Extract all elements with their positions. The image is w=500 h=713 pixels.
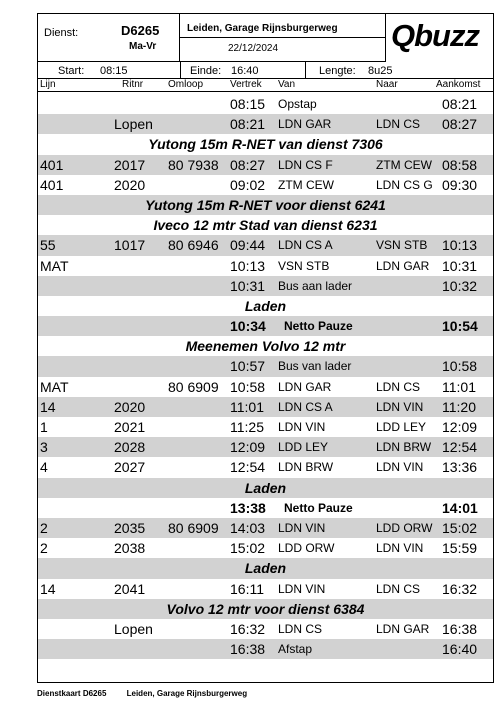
column-header (38, 79, 493, 92)
trip-table (38, 94, 493, 659)
cell-vertrek: 16:32 (230, 620, 266, 637)
cell-naar: LDD LEY (376, 420, 427, 434)
cell-naar: LDN CS (376, 117, 421, 132)
cell-naar: ZTM CEW (376, 157, 432, 172)
trip-row (38, 175, 493, 195)
trip-row (38, 256, 493, 276)
cell-aankomst: 16:32 (442, 580, 478, 597)
trip-row (38, 155, 493, 175)
cell-vertrek: 16:38 (230, 641, 266, 658)
section-title-text: Volvo 12 mtr voor dienst 6384 (166, 600, 365, 617)
cell-aankomst: 09:30 (442, 176, 478, 193)
cell-aankomst: 10:31 (442, 257, 478, 274)
trip-row (38, 94, 493, 114)
cell-lijn: 401 (40, 176, 64, 193)
trip-row (38, 619, 493, 639)
cell-ritnr: 2021 (114, 419, 146, 435)
section-title-text: Iveco 12 mtr Stad van dienst 6231 (153, 217, 378, 234)
cell-van: LDN CS A (278, 238, 333, 253)
cell-vertrek: 11:25 (230, 419, 264, 435)
col-vertrek: Vertrek (230, 79, 262, 90)
cell-ritnr: 2028 (114, 439, 146, 456)
cell-van: LDN CS (278, 621, 323, 636)
qbuzz-logo: Qbuzz (391, 18, 479, 53)
trip-row (38, 437, 493, 457)
start-label: Start: (58, 65, 85, 77)
cell-naar: LDN CS G (376, 177, 433, 192)
cell-vertrek: 10:58 (230, 378, 266, 395)
cell-ritnr: Lopen (114, 620, 153, 637)
start-time: 08:15 (100, 65, 128, 77)
cell-van: LDN CS F (278, 157, 333, 172)
cell-van: Afstap (278, 642, 313, 657)
cell-van: Bus aan lader (278, 278, 353, 293)
cell-ritnr: Lopen (114, 116, 153, 133)
service-label: Dienst: (44, 27, 79, 39)
cell-van: LDN GAR (278, 379, 332, 394)
service-card (37, 13, 494, 683)
cell-vertrek: 09:02 (230, 176, 266, 193)
cell-lijn: 1 (40, 419, 48, 435)
cell-omloop: 80 6946 (168, 237, 219, 254)
cell-lijn: MAT (40, 378, 69, 395)
length-value: 8u25 (368, 65, 393, 77)
cell-aankomst: 11:01 (442, 378, 476, 395)
section-title (38, 296, 493, 316)
section-title (38, 558, 493, 578)
cell-vertrek: 08:21 (230, 116, 266, 133)
trip-row (38, 457, 493, 477)
cell-ritnr: 2035 (114, 519, 146, 536)
cell-aankomst: 16:40 (442, 641, 478, 658)
trip-row (38, 518, 493, 538)
length-label: Lengte: (319, 65, 356, 77)
cell-naar: LDN CS (376, 581, 421, 596)
cell-aankomst: 11:20 (442, 398, 476, 415)
section-title-text: Laden (244, 560, 287, 577)
cell-lijn: 401 (40, 156, 64, 173)
cell-naar: LDN GAR (376, 258, 430, 273)
cell-aankomst: 08:58 (442, 156, 478, 173)
divider (180, 62, 181, 78)
cell-vertrek: 15:02 (230, 540, 266, 557)
cell-van: LDN VIN (278, 420, 326, 434)
end-label: Einde: (190, 65, 222, 77)
cell-van: LDD ORW (278, 541, 335, 556)
trip-row (38, 114, 493, 134)
pause-label: Netto Pauze (284, 500, 353, 515)
cell-naar: LDN VIN (376, 460, 424, 475)
cell-van: Opstap (278, 97, 317, 111)
cell-van: LDN VIN (278, 520, 326, 535)
end-time: 16:40 (231, 65, 259, 77)
cell-lijn: 14 (40, 580, 56, 597)
cell-ritnr: 2038 (114, 540, 146, 557)
pause-row (38, 316, 493, 336)
cell-vertrek: 11:01 (230, 398, 264, 415)
cell-naar: LDN GAR (376, 621, 430, 636)
card-footer (37, 689, 265, 698)
cell-ritnr: 1017 (114, 237, 146, 254)
section-title (38, 478, 493, 498)
cell-lijn: 14 (40, 398, 56, 415)
cell-vertrek: 10:13 (230, 257, 266, 274)
cell-aankomst: 08:21 (442, 96, 478, 112)
cell-naar: LDN CS (376, 379, 421, 394)
cell-lijn: 2 (40, 519, 48, 536)
cell-naar: LDN VIN (376, 541, 424, 556)
trip-row (38, 356, 493, 376)
cell-lijn: 4 (40, 459, 48, 476)
section-title-text: Laden (244, 479, 287, 496)
cell-vertrek: 14:03 (230, 519, 266, 536)
trip-row (38, 377, 493, 397)
col-naar: Naar (376, 79, 398, 90)
cell-vertrek: 10:57 (230, 358, 266, 375)
cell-van: LDN CS A (278, 399, 333, 414)
col-ritnr: Ritnr (122, 79, 144, 90)
date-cell (180, 38, 386, 62)
cell-van: LDN VIN (278, 581, 326, 596)
cell-lijn: MAT (40, 257, 69, 274)
section-title-text: Yutong 15m R-NET voor dienst 6241 (145, 196, 386, 213)
cell-ritnr: 2027 (114, 459, 146, 476)
cell-naar: VSN STB (376, 238, 428, 253)
cell-aankomst: 08:27 (442, 116, 478, 133)
col-van: Van (278, 79, 296, 90)
cell-omloop: 80 6909 (168, 378, 219, 395)
cell-lijn: 55 (40, 237, 56, 254)
section-title (38, 134, 493, 154)
section-title (38, 215, 493, 235)
divider (305, 62, 306, 78)
cell-aankomst: 15:02 (442, 519, 478, 536)
cell-vertrek: 12:54 (230, 459, 266, 476)
section-title (38, 336, 493, 356)
cell-aankomst: 15:59 (442, 540, 478, 557)
date: 22/12/2024 (228, 43, 279, 54)
pause-row (38, 498, 493, 518)
cell-van: LDN GAR (278, 117, 332, 132)
section-title-text: Meenemen Volvo 12 mtr (185, 338, 346, 355)
cell-vertrek: 09:44 (230, 237, 266, 254)
cell-naar: LDN BRW (376, 440, 432, 455)
pause-end: 10:54 (442, 318, 478, 335)
cell-omloop: 80 6909 (168, 519, 219, 536)
section-title-text: Laden (244, 297, 287, 314)
location: Leiden, Garage Rijnsburgerweg (187, 23, 338, 34)
pause-start: 10:34 (230, 318, 266, 335)
trip-row (38, 639, 493, 659)
service-number: D6265 (121, 23, 160, 38)
cell-van: VSN STB (278, 258, 330, 273)
cell-aankomst: 10:13 (442, 237, 478, 254)
col-omloop: Omloop (168, 79, 204, 90)
cell-aankomst: 10:58 (442, 358, 478, 375)
cell-aankomst: 10:32 (442, 277, 478, 294)
service-days: Ma-Vr (129, 41, 157, 52)
trip-row (38, 235, 493, 255)
pause-label: Netto Pauze (284, 319, 353, 334)
trip-row (38, 579, 493, 599)
cell-vertrek: 10:31 (230, 277, 266, 294)
cell-omloop: 80 7938 (168, 156, 219, 173)
cell-van: ZTM CEW (278, 177, 334, 192)
cell-ritnr: 2020 (114, 176, 146, 193)
trip-row (38, 276, 493, 296)
cell-van: LDN BRW (278, 460, 334, 475)
cell-vertrek: 08:27 (230, 156, 266, 173)
cell-lijn: 3 (40, 439, 48, 456)
section-title (38, 195, 493, 215)
cell-ritnr: 2041 (114, 580, 146, 597)
cell-vertrek: 12:09 (230, 439, 266, 456)
cell-naar: LDD ORW (376, 520, 433, 535)
footer-location: Leiden, Garage Rijnsburgerweg (126, 689, 248, 698)
pause-start: 13:38 (230, 499, 266, 516)
card-header (38, 14, 493, 62)
cell-vertrek: 16:11 (230, 580, 264, 597)
trip-row (38, 538, 493, 558)
trip-row (38, 417, 493, 437)
trip-row (38, 397, 493, 417)
cell-ritnr: 2017 (114, 156, 146, 173)
col-aankomst: Aankomst (436, 79, 481, 90)
footer-label: Dienstkaart D6265 (37, 689, 107, 698)
cell-naar: LDN VIN (376, 399, 424, 414)
col-lijn: Lijn (40, 79, 56, 90)
cell-aankomst: 16:38 (442, 620, 478, 637)
section-title-text: Yutong 15m R-NET van dienst 7306 (148, 136, 383, 153)
cell-aankomst: 12:09 (442, 419, 478, 435)
section-title (38, 599, 493, 619)
cell-van: Bus van lader (278, 359, 352, 374)
cell-vertrek: 08:15 (230, 96, 266, 112)
cell-ritnr: 2020 (114, 398, 146, 415)
cell-aankomst: 12:54 (442, 439, 478, 456)
pause-end: 14:01 (442, 499, 478, 516)
time-summary (38, 62, 493, 79)
cell-lijn: 2 (40, 540, 48, 557)
cell-aankomst: 13:36 (442, 459, 478, 476)
cell-van: LDD LEY (278, 440, 329, 455)
